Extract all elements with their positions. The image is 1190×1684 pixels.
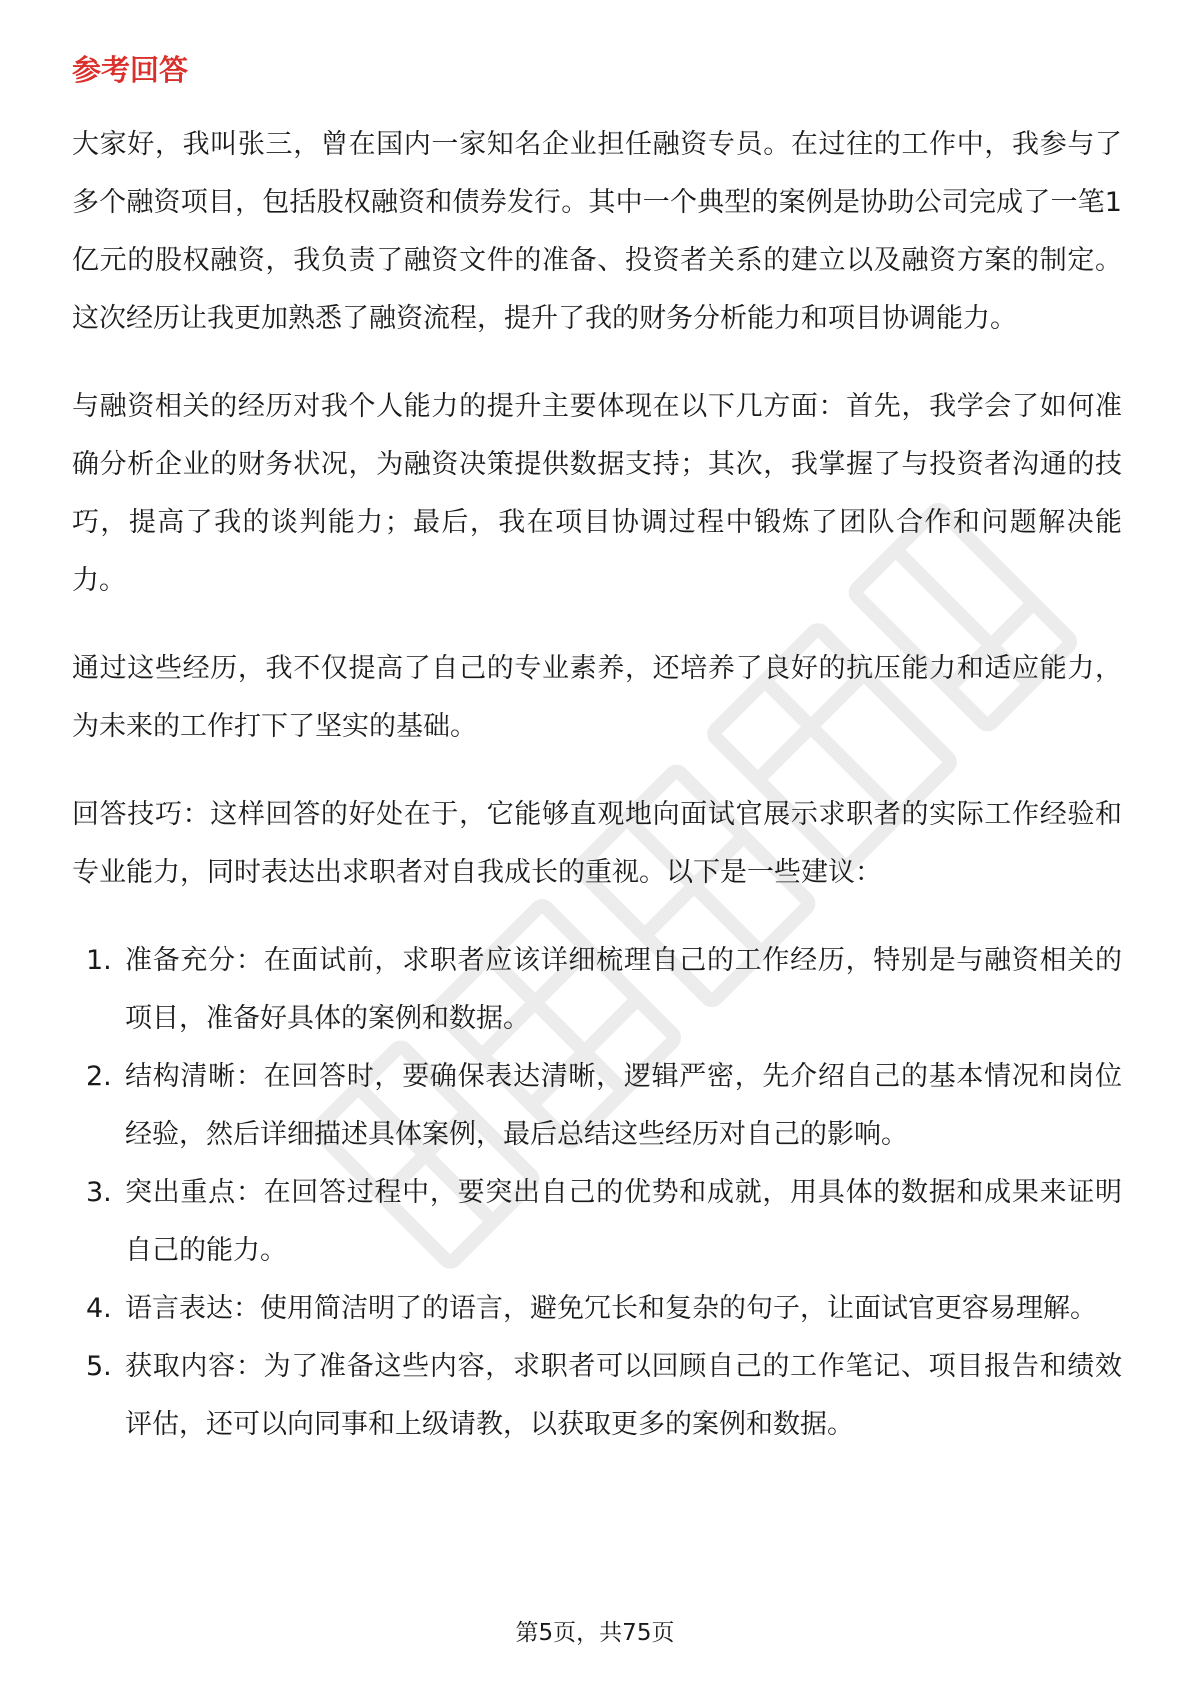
- list-item-number: 5.: [86, 1351, 112, 1382]
- list-item: [72, 932, 1122, 1048]
- paragraph: 大家好，我叫张三，曾在国内一家知名企业担任融资专员。在过往的工作中，我参与了多个融资项目，包括股权融资和债券发行。其中一个典型的案例是协助公司完成了一笔1亿元的股权融资，我负责了融资文件的准备、投资者关系的建立以及融资方案的制定。这次经历让我更加熟悉了融资流程，提升了我的财务分析能力和项目协调能力。: [72, 129, 1122, 334]
- list-item: [72, 1280, 1122, 1338]
- paragraph: 通过这些经历，我不仅提高了自己的专业素养，还培养了良好的抗压能力和适应能力，为未来的工作打下了坚实的基础。: [72, 653, 1122, 742]
- list-item-number: 1.: [86, 945, 112, 976]
- tips-list: [72, 932, 1122, 1454]
- list-item-text: 准备充分：在面试前，求职者应该详细梳理自己的工作经历，特别是与融资相关的项目，准备好具体的案例和数据。: [125, 945, 1122, 1034]
- page-number-footer: 第5页，共75页: [515, 1620, 675, 1646]
- list-item-text: 语言表达：使用简洁明了的语言，避免冗长和复杂的句子，让面试官更容易理解。: [125, 1293, 1097, 1324]
- list-item-number: 2.: [86, 1061, 112, 1092]
- list-item-number: 3.: [86, 1177, 112, 1208]
- tips-intro-paragraph: 回答技巧：这样回答的好处在于，它能够直观地向面试官展示求职者的实际工作经验和专业能力，同时表达出求职者对自我成长的重视。以下是一些建议：: [72, 799, 1122, 888]
- list-item-text: 结构清晰：在回答时，要确保表达清晰，逻辑严密，先介绍自己的基本情况和岗位经验，然后详细描述具体案例，最后总结这些经历对自己的影响。: [125, 1061, 1122, 1150]
- list-item-number: 4.: [86, 1293, 112, 1324]
- paragraph: 与融资相关的经历对我个人能力的提升主要体现在以下几方面：首先，我学会了如何准确分析企业的财务状况，为融资决策提供数据支持；其次，我掌握了与投资者沟通的技巧，提高了我的谈判能力；最后，我在项目协调过程中锻炼了团队合作和问题解决能力。: [72, 391, 1122, 596]
- list-item-text: 获取内容：为了准备这些内容，求职者可以回顾自己的工作笔记、项目报告和绩效评估，还可以向同事和上级请教，以获取更多的案例和数据。: [125, 1351, 1122, 1440]
- list-item: [72, 1338, 1122, 1454]
- answer-body: [72, 116, 1122, 1454]
- list-item: [72, 1164, 1122, 1280]
- section-heading: 参考回答: [72, 53, 189, 87]
- list-item-text: 突出重点：在回答过程中，要突出自己的优势和成就，用具体的数据和成果来证明自己的能力。: [125, 1177, 1122, 1266]
- list-item: [72, 1048, 1122, 1164]
